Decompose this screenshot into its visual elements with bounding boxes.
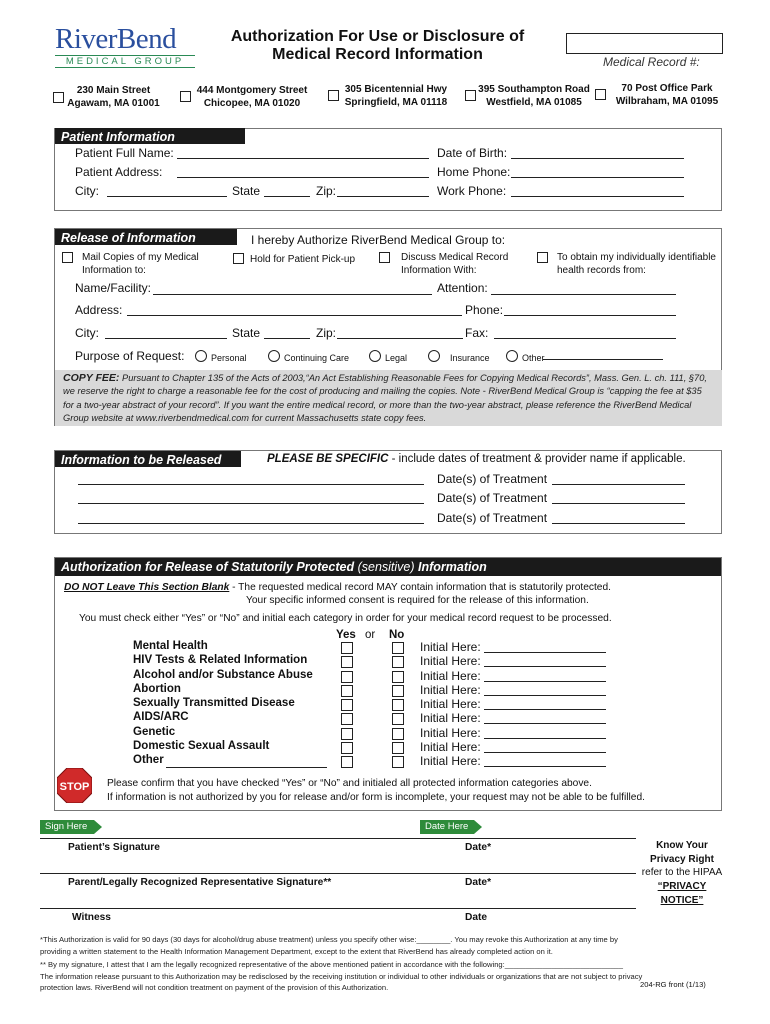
purpose-continuing-care[interactable] bbox=[268, 350, 349, 363]
discuss-checkbox[interactable] bbox=[379, 252, 390, 263]
purpose-option-label: Insurance bbox=[450, 353, 490, 363]
purpose-option-label: Personal bbox=[211, 353, 247, 363]
stop-text: STOP bbox=[59, 781, 90, 793]
yes-checkbox[interactable] bbox=[341, 699, 353, 711]
yes-checkbox[interactable] bbox=[341, 742, 353, 754]
privacy-line: “PRIVACY bbox=[657, 881, 707, 893]
form-title bbox=[215, 28, 540, 64]
attention-field[interactable] bbox=[491, 294, 676, 295]
patient-name-field[interactable] bbox=[177, 158, 429, 159]
initial-field[interactable] bbox=[484, 652, 606, 653]
work-phone-label: Work Phone: bbox=[437, 184, 507, 198]
be-specific-rest: - include dates of treatment & provider name if applicable. bbox=[388, 453, 686, 465]
initial-label: Initial Here: bbox=[420, 682, 481, 697]
patient-info-header: Patient Information bbox=[55, 128, 245, 144]
purpose-option-label: Other bbox=[522, 353, 545, 363]
footer-note: protection laws. RiverBend will not condition treatment on payment of the provision of this Authorization. bbox=[40, 983, 389, 992]
hold-pickup-checkbox[interactable] bbox=[233, 253, 244, 264]
initial-label: Initial Here: bbox=[420, 668, 481, 683]
location-street: 305 Bicentennial Hwy bbox=[344, 84, 448, 95]
medical-record-label: Medical Record #: bbox=[603, 55, 700, 69]
obtain-records-line: health records from: bbox=[557, 265, 646, 276]
category-label: HIV Tests & Related Information bbox=[133, 654, 308, 667]
do-not-leave-blank bbox=[64, 582, 611, 593]
privacy-line: NOTICE” bbox=[660, 894, 704, 906]
initial-label: Initial Here: bbox=[420, 739, 481, 754]
no-checkbox[interactable] bbox=[392, 685, 404, 697]
patient-signature-label: Patient’s Signature bbox=[68, 842, 160, 853]
no-checkbox[interactable] bbox=[392, 699, 404, 711]
do-not-bold: DO NOT Leave This Section Blank bbox=[64, 582, 230, 593]
stop-sign-icon bbox=[57, 768, 92, 803]
logo-name: RiverBend bbox=[55, 23, 177, 55]
footer-note: *This Authorization is valid for 90 days (30 days for alcohol/drug abuse treatment) unless you specify other wise:________. You may revoke this Authorization at any time by bbox=[40, 935, 618, 944]
privacy-line: refer to the HIPAA bbox=[641, 867, 723, 879]
no-checkbox[interactable] bbox=[392, 756, 404, 768]
title-line1: Authorization For Use or Disclosure of bbox=[230, 28, 525, 45]
yes-checkbox[interactable] bbox=[341, 656, 353, 668]
category-label: Abortion bbox=[133, 682, 181, 695]
location-street: 230 Main Street bbox=[76, 85, 151, 96]
release-fax-label: Fax: bbox=[465, 326, 489, 340]
discuss-label bbox=[401, 251, 508, 277]
release-header: Release of Information bbox=[55, 229, 237, 245]
purpose-option-label: Legal bbox=[385, 353, 408, 363]
mail-copies-label bbox=[82, 251, 199, 277]
location-agawam bbox=[66, 84, 161, 110]
patient-state-field[interactable] bbox=[264, 196, 310, 197]
category-label: Mental Health bbox=[133, 640, 208, 652]
parent-signature-label: Parent/Legally Recognized Representative Signature** bbox=[68, 877, 332, 888]
form-id: 204-RG front (1/13) bbox=[640, 980, 706, 989]
initial-field[interactable] bbox=[484, 681, 606, 682]
purpose-legal[interactable] bbox=[369, 350, 407, 363]
location-city: Chicopee, MA 01020 bbox=[203, 98, 301, 109]
release-zip-label: Zip: bbox=[316, 326, 337, 340]
be-specific-bold: PLEASE BE SPECIFIC bbox=[267, 453, 389, 465]
logo-subtitle: MEDICAL GROUP bbox=[55, 55, 195, 68]
category-label: Other bbox=[133, 754, 164, 766]
initial-label: Initial Here: bbox=[420, 640, 481, 654]
witness-label: Witness bbox=[72, 912, 111, 923]
patient-city-label: City: bbox=[75, 184, 99, 198]
info-line-3[interactable] bbox=[78, 523, 424, 524]
location-city: Agawam, MA 01001 bbox=[67, 98, 160, 109]
work-phone-field[interactable] bbox=[511, 196, 684, 197]
release-phone-field[interactable] bbox=[504, 315, 676, 316]
radio-icon[interactable] bbox=[506, 350, 518, 362]
mail-copies-line: Information to: bbox=[82, 265, 146, 276]
treatment-date-field-2[interactable] bbox=[552, 503, 685, 504]
be-specific-note bbox=[267, 453, 686, 465]
category-label: Domestic Sexual Assault bbox=[133, 739, 270, 752]
confirm-text-2: If information is not authorized by you for release and/or form is incomplete, your request may not be able to be fulfilled. bbox=[107, 792, 645, 803]
location-city: Springfield, MA 01118 bbox=[344, 97, 448, 108]
discuss-line: Information With: bbox=[401, 265, 477, 276]
release-state-field[interactable] bbox=[264, 338, 310, 339]
no-checkbox[interactable] bbox=[392, 728, 404, 740]
initial-field[interactable] bbox=[484, 709, 606, 710]
location-street: 70 Post Office Park bbox=[621, 83, 713, 94]
location-wilbraham bbox=[612, 82, 722, 108]
info-line-1[interactable] bbox=[78, 484, 424, 485]
copy-fee-label: COPY FEE: bbox=[63, 372, 120, 384]
parent-date-label: Date* bbox=[465, 877, 492, 888]
statutory-header-c: Information bbox=[414, 560, 487, 574]
patient-state-label: State bbox=[232, 184, 261, 198]
purpose-insurance[interactable] bbox=[428, 350, 490, 363]
purpose-personal[interactable] bbox=[195, 350, 247, 363]
location-checkbox-wilbraham[interactable] bbox=[595, 89, 606, 100]
release-city-field[interactable] bbox=[105, 338, 227, 339]
no-header: No bbox=[389, 629, 405, 641]
purpose-other[interactable] bbox=[506, 350, 545, 363]
home-phone-field[interactable] bbox=[511, 177, 684, 178]
home-phone-label: Home Phone: bbox=[437, 165, 511, 179]
release-zip-field[interactable] bbox=[337, 338, 463, 339]
yes-header: Yes bbox=[336, 629, 356, 641]
release-address-field[interactable] bbox=[127, 315, 462, 316]
patient-signature-line[interactable] bbox=[40, 838, 636, 839]
release-address-label: Address: bbox=[75, 303, 123, 317]
dob-label: Date of Birth: bbox=[437, 146, 508, 160]
footer-note: The information release pursuant to this Authorization may be redisclosed by the receiving institution or individual to other individuals or organizations that are not subject to privacy bbox=[40, 971, 643, 981]
location-street: 444 Montgomery Street bbox=[196, 85, 308, 96]
date-here-tag: Date Here bbox=[420, 820, 474, 834]
initial-field[interactable] bbox=[484, 738, 606, 739]
purpose-label: Purpose of Request: bbox=[75, 349, 185, 363]
obtain-records-label bbox=[557, 251, 716, 277]
location-springfield bbox=[341, 83, 451, 109]
category-label: Sexually Transmitted Disease bbox=[133, 697, 295, 709]
logo bbox=[55, 24, 195, 68]
hold-pickup-label: Hold for Patient Pick-up bbox=[250, 254, 356, 265]
privacy-line: Know Your bbox=[656, 840, 708, 851]
treatment-date-label-3: Date(s) of Treatment bbox=[437, 511, 548, 525]
initial-field[interactable] bbox=[484, 666, 606, 667]
yes-checkbox[interactable] bbox=[341, 756, 353, 768]
yes-checkbox[interactable] bbox=[341, 713, 353, 725]
info-release-header: Information to be Released bbox=[55, 451, 241, 467]
patient-city-field[interactable] bbox=[107, 196, 227, 197]
medical-record-input[interactable] bbox=[566, 33, 723, 54]
treatment-date-field-1[interactable] bbox=[552, 484, 685, 485]
initial-field[interactable] bbox=[484, 723, 606, 724]
location-city: Westfield, MA 01085 bbox=[486, 97, 582, 108]
obtain-records-checkbox[interactable] bbox=[537, 252, 548, 263]
location-checkbox-springfield[interactable] bbox=[328, 90, 339, 101]
release-fax-field[interactable] bbox=[494, 338, 676, 339]
copy-fee-text: Pursuant to Chapter 135 of the Acts of 2003,“An Act Establishing Reasonable Fees for Copying Medical Records”, Mass. Gen. L. ch. 111, §70, we reserve the right to charge a reasonable fee for the cost of producing and mailing the copies. Note - RiverBend Medical Group is “capping the fee at $35 for a two-year abstract of your record”. If you want the entire medical record, or more than the two-year abstract, please reference the RiverBend Medical Group website at www.riverbendmedical.com for current Massachusetts state copy fees. bbox=[63, 373, 707, 423]
info-line-2[interactable] bbox=[78, 503, 424, 504]
initial-label: Initial Here: bbox=[420, 697, 481, 711]
yes-checkbox[interactable] bbox=[341, 642, 353, 654]
treatment-date-field-3[interactable] bbox=[552, 523, 685, 524]
location-checkbox-chicopee[interactable] bbox=[180, 91, 191, 102]
authorize-text: I hereby Authorize RiverBend Medical Group to: bbox=[251, 233, 506, 247]
other-category-field[interactable] bbox=[166, 767, 327, 768]
statutory-header-b: (sensitive) bbox=[357, 560, 415, 574]
location-chicopee bbox=[194, 84, 310, 110]
treatment-date-label-2: Date(s) of Treatment bbox=[437, 491, 548, 505]
witness-signature-line[interactable] bbox=[40, 908, 636, 909]
yes-checkbox[interactable] bbox=[341, 671, 353, 683]
privacy-line: Privacy Right bbox=[650, 853, 714, 865]
initial-field[interactable] bbox=[484, 695, 606, 696]
footer-notes bbox=[40, 934, 730, 994]
do-not-rest: - The requested medical record MAY contain information that is statutorily protected. bbox=[229, 582, 611, 593]
initial-label: Initial Here: bbox=[420, 725, 481, 740]
title-line2: Medical Record Information bbox=[272, 46, 483, 63]
no-checkbox[interactable] bbox=[392, 642, 404, 654]
initial-label: Initial Here: bbox=[420, 711, 481, 726]
no-checkbox[interactable] bbox=[392, 656, 404, 668]
initial-label: Initial Here: bbox=[420, 654, 481, 669]
attention-label: Attention: bbox=[437, 281, 488, 295]
statutory-header-a: Authorization for Release of Statutorily Protected bbox=[61, 560, 358, 574]
location-westfield bbox=[478, 83, 590, 109]
patient-zip-label: Zip: bbox=[316, 184, 337, 198]
purpose-other-field[interactable] bbox=[543, 359, 663, 360]
no-checkbox[interactable] bbox=[392, 671, 404, 683]
location-checkbox-agawam[interactable] bbox=[53, 92, 64, 103]
yes-checkbox[interactable] bbox=[341, 685, 353, 697]
copy-fee-box bbox=[55, 370, 722, 426]
no-checkbox[interactable] bbox=[392, 742, 404, 754]
consent-text: Your specific informed consent is required for the release of this information. bbox=[246, 595, 589, 606]
mail-copies-checkbox[interactable] bbox=[62, 252, 73, 263]
patient-zip-field[interactable] bbox=[337, 196, 429, 197]
instruction-text: You must check either “Yes” or “No” and initial each category in order for your medical record request to be processed. bbox=[79, 613, 612, 624]
obtain-records-line: To obtain my individually identifiable bbox=[557, 252, 716, 263]
parent-signature-line[interactable] bbox=[40, 873, 636, 874]
purpose-option-label: Continuing Care bbox=[284, 353, 350, 363]
location-city: Wilbraham, MA 01095 bbox=[615, 96, 719, 107]
patient-date-label: Date* bbox=[465, 842, 492, 853]
yes-checkbox[interactable] bbox=[341, 728, 353, 740]
location-checkbox-westfield[interactable] bbox=[465, 90, 476, 101]
category-label: Genetic bbox=[133, 725, 176, 738]
radio-icon[interactable] bbox=[268, 350, 280, 362]
mail-copies-line: Mail Copies of my Medical bbox=[82, 252, 199, 263]
initial-label: Initial Here: bbox=[420, 754, 481, 768]
radio-icon[interactable] bbox=[369, 350, 381, 362]
no-checkbox[interactable] bbox=[392, 713, 404, 725]
initial-field[interactable] bbox=[484, 752, 606, 753]
witness-date-label: Date bbox=[465, 912, 488, 923]
release-phone-label: Phone: bbox=[465, 303, 504, 317]
name-facility-label: Name/Facility: bbox=[75, 281, 152, 295]
category-label: AIDS/ARC bbox=[133, 711, 189, 724]
radio-icon[interactable] bbox=[428, 350, 440, 362]
patient-name-label: Patient Full Name: bbox=[75, 146, 174, 160]
patient-address-label: Patient Address: bbox=[75, 165, 163, 179]
confirm-text-1: Please confirm that you have checked “Yes” or “No” and initialed all protected information categories above. bbox=[107, 778, 592, 789]
statutory-header bbox=[55, 558, 721, 576]
or-text: or bbox=[365, 629, 376, 641]
privacy-notice bbox=[640, 839, 724, 908]
footer-note: ** By my signature, I attest that I am the legally recognized representative of the above mentioned patient in accordance with the following:____________________________ bbox=[40, 960, 624, 969]
footer-note: providing a written statement to the Health Information Management Department, except to the extent that RiverBend has already completed action on it. bbox=[40, 946, 553, 956]
location-street: 395 Southampton Road bbox=[478, 84, 590, 95]
radio-icon[interactable] bbox=[195, 350, 207, 362]
discuss-line: Discuss Medical Record bbox=[401, 252, 509, 263]
patient-address-field[interactable] bbox=[177, 177, 429, 178]
dob-field[interactable] bbox=[511, 158, 684, 159]
treatment-date-label-1: Date(s) of Treatment bbox=[437, 472, 548, 486]
release-state-label: State bbox=[232, 326, 261, 340]
name-facility-field[interactable] bbox=[153, 294, 432, 295]
release-city-label: City: bbox=[75, 326, 99, 340]
category-label: Alcohol and/or Substance Abuse bbox=[133, 668, 313, 681]
sign-here-tag: Sign Here bbox=[40, 820, 94, 834]
initial-field[interactable] bbox=[484, 766, 606, 767]
